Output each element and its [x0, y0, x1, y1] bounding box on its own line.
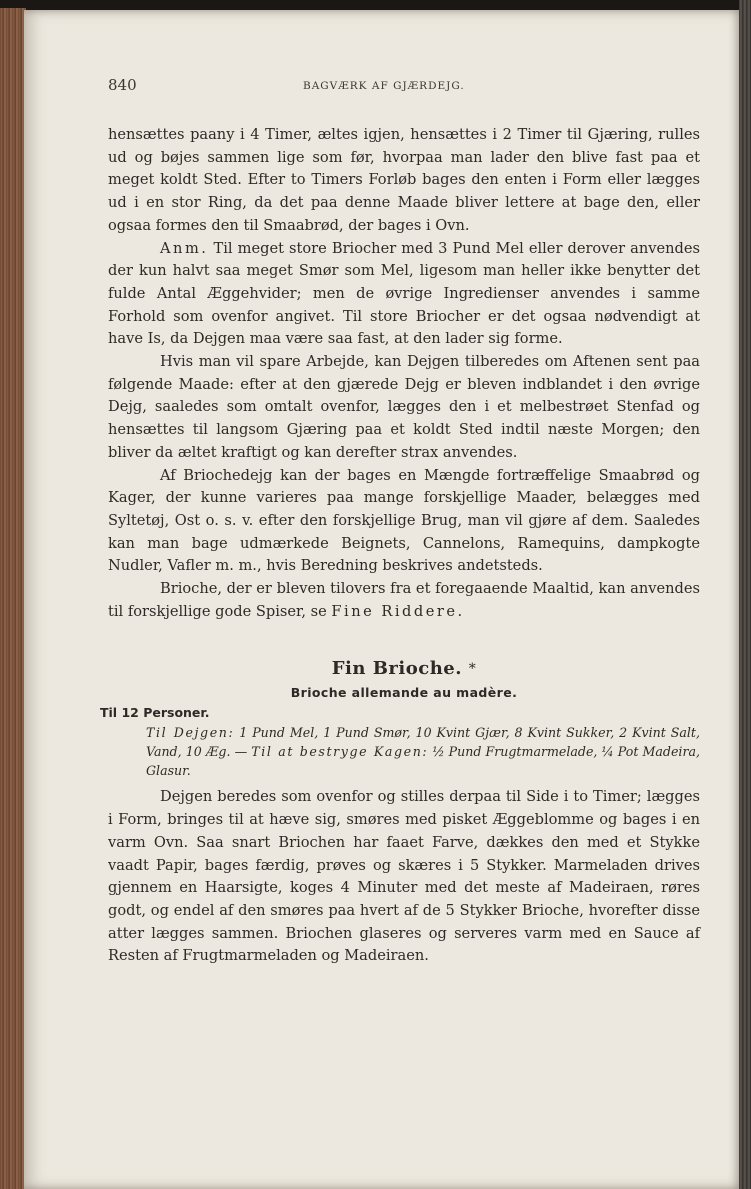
- book-page-edges: [739, 0, 751, 1189]
- book-spine-edge: [0, 8, 26, 1189]
- running-head: BAGVÆRK AF GJÆRDEJG.: [303, 80, 465, 92]
- paragraph-3: Hvis man vil spare Arbejde, kan Dejgen tilberedes om Aftenen sent paa følgende Maade: efter at den gjærede Dejg er bleven indblandet i den øvrige Dejg, saaledes som omtalt ovenfor, lægges den i et melbestrøet Stenfad og hensættes til langsom Gjæring paa et koldt Sted indtil næste Morgen; den bliver da æltet kraftigt og kan derefter strax anvendes.: [108, 353, 700, 461]
- paragraph-5-text: Brioche, der er bleven tilovers fra et foregaaende Maaltid, kan anvendes til forskjellige gode Spiser, se: [108, 580, 700, 620]
- scan-top-band: [0, 0, 751, 10]
- paragraph-4: Af Briochedejg kan der bages en Mængde fortræffelige Smaabrød og Kager, der kunne varieres paa mange forskjellige Maader, belægges med Syltetøj, Ost o. s. v. efter den forskjellige Brug, man vil gjøre af dem. Saaledes kan man bage udmærkede Beignets, Cannelons, Ramequins, dampkogte Nudler, Vafler m. m., hvis Beredning beskrives andetsteds.: [108, 466, 700, 575]
- topping-ingredients: ½ Pund Frugtmarmelade, ¼ Pot Madeira, Glasur.: [146, 744, 700, 779]
- page-number: 840: [108, 76, 137, 94]
- topping-label: Til at bestryge Kagen:: [251, 744, 429, 760]
- note-text: Til meget store Briocher med 3 Pund Mel eller derover anvendes der kun halvt saa meget Smør som Mel, ligesom man heller ikke benytter det fulde Antal Æggehvider; men de øvrige Ingredienser anvendes i samme Forhold som ovenfor angivet. Til store Briocher er det ogsaa nødvendigt at have Is, da Dejgen maa være saa fast, at den lader sig forme.: [108, 239, 700, 348]
- paragraph-1: hensættes paany i 4 Timer, æltes igjen, hensættes i 2 Timer til Gjæring, rulles ud og bøjes sammen lige som før, hvorpaa man lader den blive fast paa et meget koldt Sted. Efter to Timers Forløb bages den enten i Form eller lægges ud i en stor Ring, da det paa denne Maade bliver lettere at bage den, eller ogsaa formes den til Smaabrød, der bages i Ovn.: [108, 126, 700, 234]
- cross-reference: Fine Riddere.: [331, 602, 465, 620]
- note-label: Anm.: [160, 239, 209, 257]
- dough-label: Til Dejgen:: [146, 725, 235, 741]
- recipe-method: Dejgen beredes som ovenfor og stilles derpaa til Side i to Timer; lægges i Form, bringes til at hæve sig, smøres med pisket Æggeblomme og bages i en varm Ovn. Saa snart Briochen har faaet Farve, dækkes den med et Stykke vaadt Papir, bages færdig, prøves og skæres i 5 Stykker. Marmeladen drives gjennem en Haarsigte, koges 4 Minuter med det meste af Madeiraen, røres godt, og endel af den smøres paa hvert af de 5 Stykker Brioche, hvorefter disse atter lægges sammen. Briochen glaseres og serveres varm med en Sauce af Resten af Frugtmarmeladen og Madeiraen.: [108, 788, 700, 965]
- recipe-title: [108, 657, 700, 681]
- paragraph-note: [108, 238, 700, 352]
- page-header: [108, 76, 700, 100]
- servings: Til 12 Personer.: [100, 705, 210, 721]
- dough-ingredients: 1 Pund Mel, 1 Pund Smør, 10 Kvint Gjær, 8 Kvint Sukker, 2 Kvint Salt, Vand, 10 Æg. —: [146, 725, 700, 760]
- recipe-title-text: Fin Brioche.: [331, 658, 462, 680]
- page-body: [100, 124, 700, 968]
- ingredients-list: [108, 723, 700, 780]
- star-mark: *: [468, 661, 477, 678]
- paragraph-5: [108, 578, 700, 623]
- recipe-subtitle: Brioche allemande au madère.: [290, 685, 518, 701]
